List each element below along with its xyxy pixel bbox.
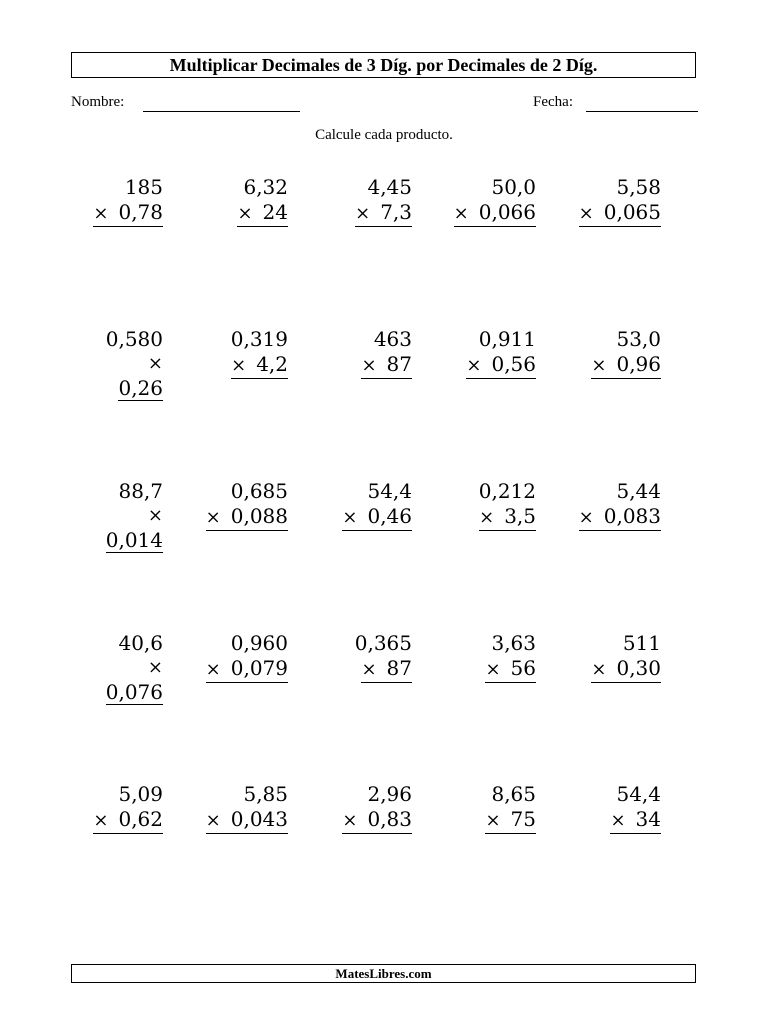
problem-23 — [302, 781, 412, 871]
multiplicand: 40,6 — [118, 631, 163, 655]
times-icon: × — [93, 810, 109, 831]
multiplicand: 8,65 — [491, 782, 536, 806]
multiplier: 0,083 — [603, 504, 661, 528]
problem-16 — [53, 630, 163, 720]
multiplicand: 5,09 — [118, 782, 163, 806]
multiplicand: 5,85 — [243, 782, 288, 806]
times-icon: × — [237, 203, 253, 224]
problem-6 — [53, 326, 163, 416]
multiplier-line — [342, 807, 412, 834]
multiplier: 0,96 — [616, 352, 661, 376]
problem-9 — [426, 326, 536, 416]
multiplier: 75 — [510, 807, 536, 831]
multiplier-line — [591, 656, 661, 683]
problem-24 — [426, 781, 536, 871]
times-icon: × — [591, 659, 607, 680]
problem-19 — [426, 630, 536, 720]
times-icon: × — [361, 659, 377, 680]
multiplier-line — [342, 504, 412, 531]
multiplier-line — [361, 656, 412, 683]
date-label: Fecha: — [533, 94, 573, 110]
multiplier-line — [206, 504, 288, 531]
multiplicand: 54,4 — [616, 782, 661, 806]
times-icon: × — [361, 355, 377, 376]
times-icon: × — [485, 810, 501, 831]
problem-15 — [551, 478, 661, 568]
multiplicand: 0,212 — [478, 479, 536, 503]
problem-2 — [178, 174, 288, 264]
problem-22 — [178, 781, 288, 871]
times-icon: × — [591, 355, 607, 376]
times-icon: × — [147, 505, 163, 526]
multiplier-line — [361, 352, 412, 379]
multiplier-line — [231, 352, 288, 379]
multiplicand: 0,685 — [230, 479, 288, 503]
worksheet-title: Multiplicar Decimales de 3 Díg. por Decimales de 2 Díg. — [169, 55, 598, 75]
multiplier-line — [93, 807, 163, 834]
times-icon: × — [342, 810, 358, 831]
multiplier: 0,065 — [603, 200, 661, 224]
multiplier-line — [118, 352, 163, 401]
times-icon: × — [231, 355, 247, 376]
times-icon: × — [610, 810, 626, 831]
multiplier: 34 — [635, 807, 661, 831]
multiplier: 0,30 — [616, 656, 661, 680]
instructions: Calcule cada producto. — [315, 127, 453, 143]
multiplier: 4,2 — [256, 352, 288, 376]
multiplicand: 0,365 — [354, 631, 412, 655]
multiplier: 0,043 — [230, 807, 288, 831]
multiplier: 0,076 — [105, 680, 163, 704]
problem-18 — [302, 630, 412, 720]
multiplier-line — [106, 504, 163, 553]
multiplicand: 6,32 — [243, 175, 288, 199]
multiplier: 87 — [386, 352, 412, 376]
multiplier-line — [610, 807, 661, 834]
multiplicand: 54,4 — [367, 479, 412, 503]
multiplier: 0,46 — [367, 504, 412, 528]
multiplier-line — [479, 504, 536, 531]
multiplier: 7,3 — [380, 200, 412, 224]
problem-13 — [302, 478, 412, 568]
times-icon: × — [479, 507, 495, 528]
multiplier-line — [591, 352, 661, 379]
problem-1 — [53, 174, 163, 264]
multiplicand: 185 — [124, 175, 163, 199]
footer-text: MatesLibres.com — [335, 966, 432, 981]
multiplicand: 5,58 — [616, 175, 661, 199]
name-label: Nombre: — [71, 94, 125, 110]
problem-3 — [302, 174, 412, 264]
multiplier: 0,83 — [367, 807, 412, 831]
multiplier: 87 — [386, 656, 412, 680]
multiplicand: 0,960 — [230, 631, 288, 655]
problem-4 — [426, 174, 536, 264]
multiplicand: 3,63 — [491, 631, 536, 655]
times-icon: × — [453, 203, 469, 224]
multiplier-line — [485, 656, 536, 683]
multiplicand: 511 — [622, 631, 661, 655]
multiplicand: 2,96 — [367, 782, 412, 806]
problem-11 — [53, 478, 163, 568]
problem-5 — [551, 174, 661, 264]
times-icon: × — [205, 810, 221, 831]
times-icon: × — [205, 659, 221, 680]
multiplier-line — [206, 656, 288, 683]
multiplier: 0,079 — [230, 656, 288, 680]
problem-25 — [551, 781, 661, 871]
date-line — [586, 111, 698, 112]
problem-8 — [302, 326, 412, 416]
multiplier: 0,088 — [230, 504, 288, 528]
problem-12 — [178, 478, 288, 568]
multiplicand: 50,0 — [491, 175, 536, 199]
multiplier: 0,78 — [118, 200, 163, 224]
multiplier: 0,56 — [491, 352, 536, 376]
times-icon: × — [147, 353, 163, 374]
multiplicand: 0,319 — [230, 327, 288, 351]
multiplier-line — [93, 200, 163, 227]
multiplier-line — [454, 200, 536, 227]
problem-21 — [53, 781, 163, 871]
multiplier-line — [237, 200, 288, 227]
multiplicand: 0,911 — [478, 327, 536, 351]
multiplicand: 5,44 — [616, 479, 661, 503]
times-icon: × — [147, 657, 163, 678]
problem-20 — [551, 630, 661, 720]
times-icon: × — [93, 203, 109, 224]
multiplicand: 0,580 — [105, 327, 163, 351]
times-icon: × — [578, 203, 594, 224]
times-icon: × — [205, 507, 221, 528]
footer-box — [71, 964, 696, 983]
times-icon: × — [355, 203, 371, 224]
multiplier-line — [579, 504, 661, 531]
multiplicand: 463 — [373, 327, 412, 351]
problem-10 — [551, 326, 661, 416]
multiplier-line — [485, 807, 536, 834]
multiplier-line — [206, 807, 288, 834]
problem-17 — [178, 630, 288, 720]
multiplier: 0,26 — [118, 376, 163, 400]
times-icon: × — [466, 355, 482, 376]
multiplicand: 4,45 — [367, 175, 412, 199]
times-icon: × — [485, 659, 501, 680]
multiplier: 0,066 — [478, 200, 536, 224]
multiplier-line — [466, 352, 536, 379]
problem-7 — [178, 326, 288, 416]
multiplier-line — [355, 200, 412, 227]
multiplier: 0,62 — [118, 807, 163, 831]
multiplier: 0,014 — [105, 528, 163, 552]
multiplier: 56 — [510, 656, 536, 680]
title-box — [71, 52, 696, 78]
times-icon: × — [342, 507, 358, 528]
multiplier-line — [579, 200, 661, 227]
multiplier: 24 — [262, 200, 288, 224]
multiplicand: 53,0 — [616, 327, 661, 351]
problem-14 — [426, 478, 536, 568]
multiplicand: 88,7 — [118, 479, 163, 503]
name-line — [143, 111, 300, 112]
times-icon: × — [578, 507, 594, 528]
multiplier: 3,5 — [504, 504, 536, 528]
multiplier-line — [106, 656, 163, 705]
